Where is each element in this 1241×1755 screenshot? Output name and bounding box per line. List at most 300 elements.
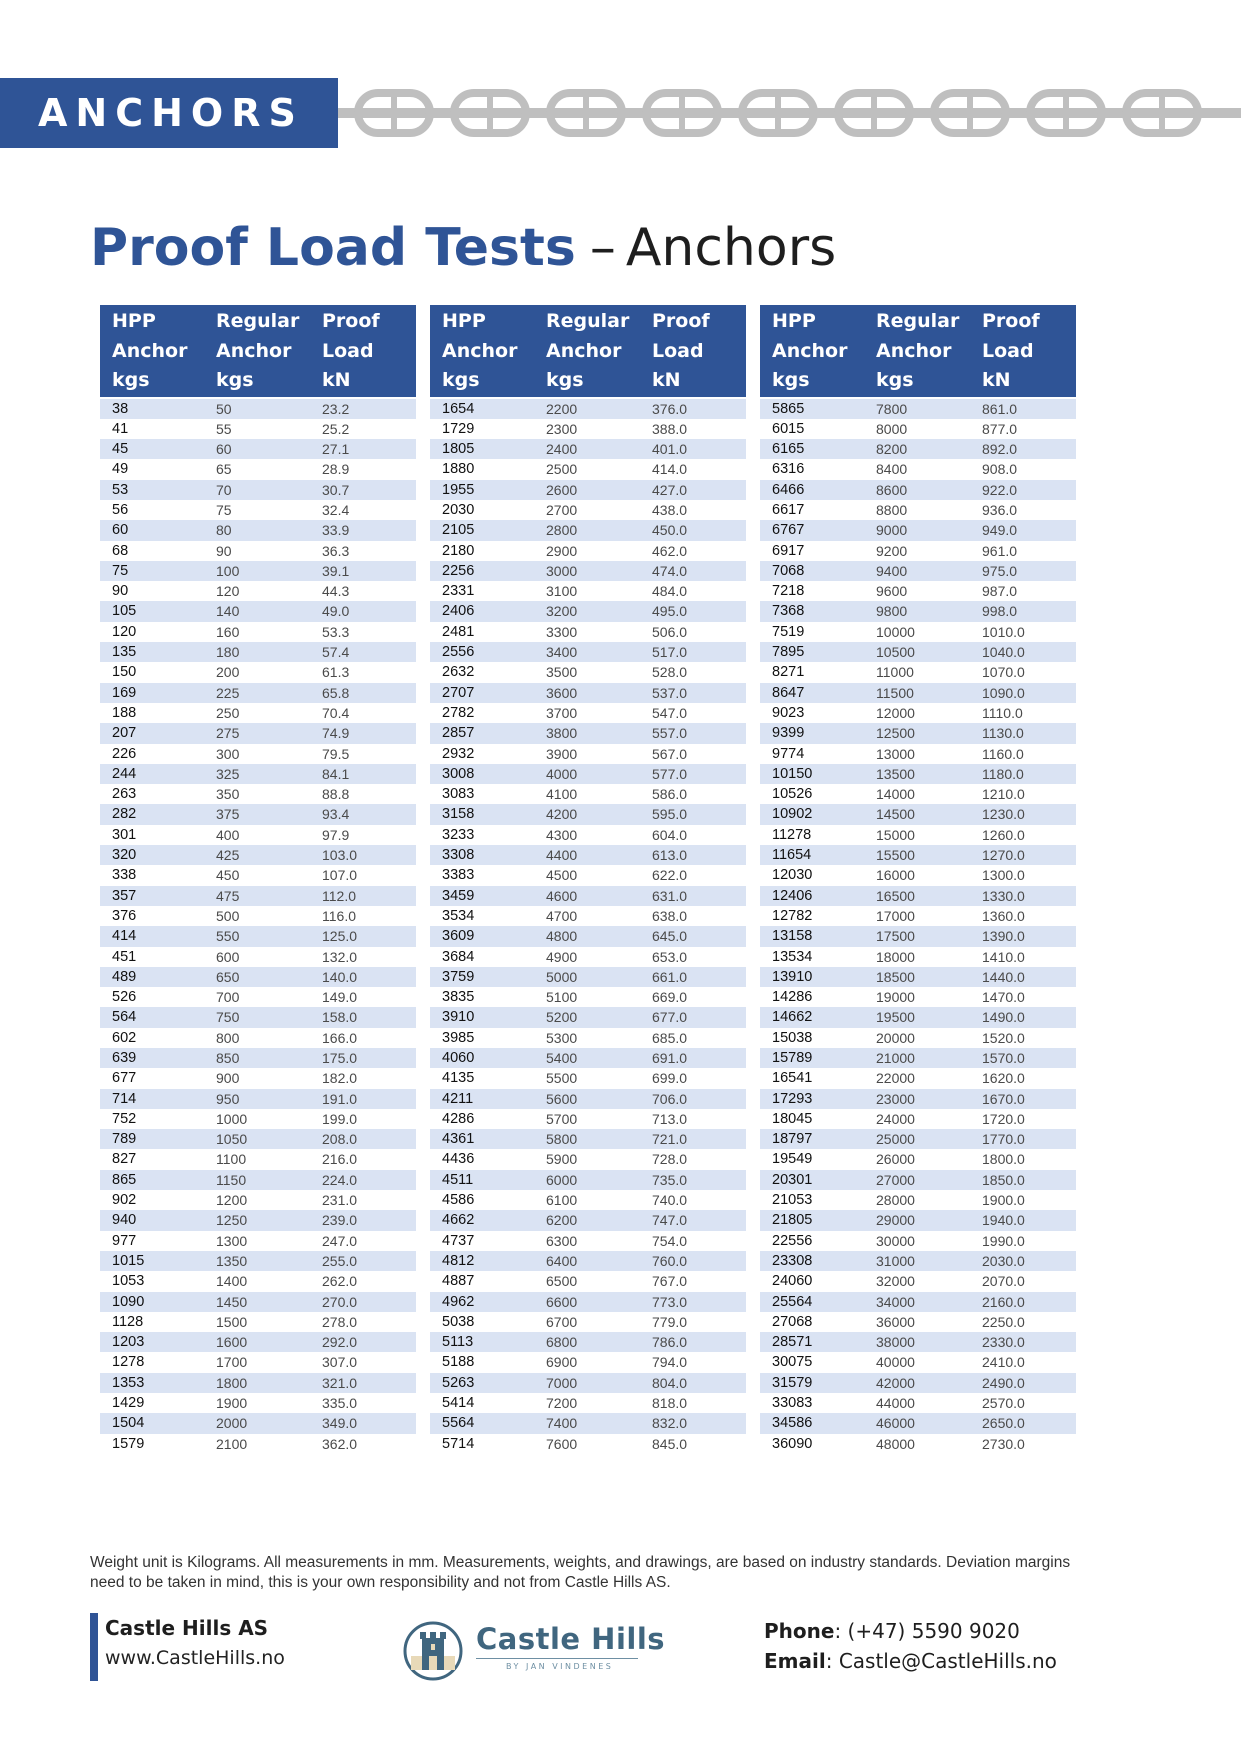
cell-hpp-anchor: 18045 [772,1110,813,1127]
cell-hpp-anchor: 7519 [772,623,805,640]
cell-proof-load: 149.0 [322,989,358,1006]
cell-hpp-anchor: 18797 [760,1129,864,1149]
cell-proof-load: 1520.0 [982,1029,1025,1046]
cell-regular-anchor: 600 [216,948,240,965]
cell-proof-load: 132.0 [322,948,358,965]
page-title-dash: – [589,218,616,278]
table-row [430,1109,746,1129]
cell-proof-load: 239.0 [310,1210,416,1230]
cell-proof-load: 79.5 [322,745,350,762]
cell-proof-load: 255.0 [310,1251,416,1271]
cell-hpp-anchor: 226 [112,745,137,762]
chain-stud-icon [583,97,589,129]
cell-proof-load: 107.0 [322,867,358,884]
table-row [100,1413,416,1433]
cell-regular-anchor: 3200 [534,601,640,621]
cell-proof-load: 93.4 [310,804,416,824]
cell-regular-anchor: 21000 [864,1048,970,1068]
table-row [100,419,416,439]
cell-regular-anchor: 1250 [204,1210,310,1230]
cell-hpp-anchor: 3158 [430,804,534,824]
cell-proof-load: 321.0 [310,1373,416,1393]
cell-regular-anchor: 325 [204,764,310,784]
table-row [100,398,416,419]
cell-regular-anchor: 40000 [876,1354,915,1371]
table-row [100,683,416,703]
cell-hpp-anchor: 12406 [760,886,864,906]
cell-regular-anchor: 700 [216,989,240,1006]
cell-regular-anchor: 17500 [864,926,970,946]
table-row [100,1068,416,1088]
disclaimer [90,1553,1090,1593]
cell-hpp-anchor: 2331 [442,583,475,600]
company-logo [402,1618,666,1684]
cell-regular-anchor: 300 [216,745,240,762]
cell-regular-anchor: 5800 [534,1129,640,1149]
cell-hpp-anchor: 7368 [760,601,864,621]
table-row [430,886,746,906]
cell-proof-load: 247.0 [322,1232,358,1249]
cell-regular-anchor: 2000 [204,1413,310,1433]
cell-regular-anchor: 31000 [864,1251,970,1271]
cell-hpp-anchor: 10150 [760,764,864,784]
cell-hpp-anchor: 5038 [442,1313,475,1330]
cell-hpp-anchor: 24060 [772,1273,813,1290]
cell-hpp-anchor: 244 [100,764,204,784]
cell-hpp-anchor: 827 [112,1151,137,1168]
column-header-line: Proof [652,310,710,332]
table-header-row [430,305,746,398]
cell-proof-load: 1940.0 [970,1210,1076,1230]
cell-regular-anchor: 15000 [876,826,915,843]
cell-regular-anchor: 850 [204,1048,310,1068]
cell-regular-anchor: 46000 [864,1413,970,1433]
table-row [100,1434,416,1454]
cell-regular-anchor: 2500 [546,461,578,478]
cell-hpp-anchor: 7218 [772,583,805,600]
cell-hpp-anchor: 3985 [442,1029,475,1046]
table-row [100,764,416,784]
table-row [430,1210,746,1230]
cell-regular-anchor: 44000 [876,1395,915,1412]
cell-proof-load: 103.0 [310,845,416,865]
cell-proof-load: 49.0 [310,601,416,621]
cell-regular-anchor: 14500 [864,804,970,824]
cell-regular-anchor: 375 [204,804,310,824]
cell-regular-anchor: 10500 [864,642,970,662]
table-row [100,1109,416,1129]
cell-regular-anchor: 6800 [534,1332,640,1352]
cell-proof-load: 175.0 [310,1048,416,1068]
cell-regular-anchor: 23000 [864,1089,970,1109]
cell-regular-anchor: 2400 [534,439,640,459]
table-row [100,703,416,723]
column-header-regular-anchor [534,305,640,398]
cell-regular-anchor: 5300 [546,1029,578,1046]
table-row [100,1129,416,1149]
cell-regular-anchor: 7400 [534,1413,640,1433]
table-row [430,601,746,621]
cell-proof-load: 2410.0 [982,1354,1025,1371]
cell-hpp-anchor: 4286 [442,1110,475,1127]
cell-regular-anchor: 50 [204,398,310,419]
table-row [430,459,746,479]
banner-label: ANCHORS [38,91,304,135]
cell-hpp-anchor: 4211 [430,1089,534,1109]
disclaimer-line-2: need to be taken in mind, this is your own responsibility and not from Castle Hills AS. [90,1574,671,1591]
cell-proof-load: 216.0 [322,1151,358,1168]
cell-hpp-anchor: 1203 [100,1332,204,1352]
cell-proof-load: 595.0 [640,804,746,824]
table-row [760,1028,1076,1048]
column-header-line: Anchor [876,339,952,362]
cell-regular-anchor: 180 [204,642,310,662]
cell-proof-load: 669.0 [652,989,688,1006]
cell-hpp-anchor: 9023 [772,704,805,721]
phone-row [764,1616,1057,1646]
chain-stud-icon [967,97,973,129]
table-row [760,1373,1076,1393]
cell-hpp-anchor: 7068 [760,561,864,581]
cell-hpp-anchor: 320 [100,845,204,865]
cell-regular-anchor: 1700 [216,1354,248,1371]
cell-proof-load: 1070.0 [982,664,1025,681]
cell-regular-anchor: 38000 [864,1332,970,1352]
cell-proof-load: 754.0 [652,1232,688,1249]
cell-proof-load: 2030.0 [970,1251,1076,1271]
table-row [100,1028,416,1048]
cell-proof-load: 199.0 [322,1110,358,1127]
cell-regular-anchor: 6500 [546,1273,578,1290]
cell-proof-load: 699.0 [652,1070,688,1087]
table-row [760,581,1076,601]
table-row [100,967,416,987]
cell-hpp-anchor: 1880 [442,461,475,478]
cell-proof-load: 818.0 [652,1395,688,1412]
cell-regular-anchor: 1400 [216,1273,248,1290]
cell-hpp-anchor: 2256 [430,561,534,581]
cell-hpp-anchor: 22556 [772,1232,813,1249]
cell-regular-anchor: 90 [216,542,232,559]
email-row [764,1646,1057,1676]
cell-hpp-anchor: 2556 [430,642,534,662]
table-row [760,1089,1076,1109]
table-row [760,1149,1076,1169]
table-row [760,1292,1076,1312]
cell-proof-load: 653.0 [652,948,688,965]
column-header-line: Anchor [546,339,622,362]
cell-regular-anchor: 13000 [876,745,915,762]
table-row [430,845,746,865]
cell-regular-anchor: 900 [216,1070,240,1087]
cell-proof-load: 23.2 [310,398,416,419]
cell-hpp-anchor: 3083 [442,786,475,803]
cell-regular-anchor: 70 [204,480,310,500]
cell-regular-anchor: 750 [204,1007,310,1027]
table-row [430,1028,746,1048]
cell-regular-anchor: 5700 [546,1110,578,1127]
cell-regular-anchor: 4200 [534,804,640,824]
cell-regular-anchor: 500 [216,907,240,924]
cell-regular-anchor: 5400 [534,1048,640,1068]
table-row [100,1271,416,1291]
cell-hpp-anchor: 602 [112,1029,137,1046]
table-row [100,906,416,926]
cell-hpp-anchor: 13158 [760,926,864,946]
cell-hpp-anchor: 41 [112,420,129,437]
cell-hpp-anchor: 6617 [772,501,805,518]
cell-regular-anchor: 1100 [216,1151,247,1168]
cell-regular-anchor: 9800 [864,601,970,621]
cell-hpp-anchor: 5188 [442,1354,475,1371]
cell-hpp-anchor: 4887 [442,1273,475,1290]
cell-proof-load: 28.9 [322,461,350,478]
cell-hpp-anchor: 3609 [430,926,534,946]
table-row [430,1170,746,1190]
column-header-line: kgs [442,369,480,391]
table-row [100,1007,416,1027]
email-label: Email [764,1649,826,1673]
column-header-line: Regular [876,310,960,332]
cell-hpp-anchor: 34586 [760,1413,864,1433]
cell-regular-anchor: 4900 [546,948,578,965]
cell-hpp-anchor: 714 [100,1089,204,1109]
column-header-line: HPP [772,310,816,332]
cell-regular-anchor: 225 [204,683,310,703]
cell-hpp-anchor: 4135 [442,1070,475,1087]
cell-proof-load: 270.0 [310,1292,416,1312]
cell-hpp-anchor: 789 [100,1129,204,1149]
cell-regular-anchor: 1800 [204,1373,310,1393]
cell-proof-load: 97.9 [322,826,350,843]
cell-hpp-anchor: 4060 [430,1048,534,1068]
cell-regular-anchor: 5900 [546,1151,578,1168]
table-row [760,703,1076,723]
cell-proof-load: 537.0 [640,683,746,703]
table-row [760,764,1076,784]
cell-proof-load: 231.0 [322,1192,358,1209]
cell-proof-load: 1850.0 [970,1170,1076,1190]
cell-regular-anchor: 1900 [216,1395,248,1412]
cell-proof-load: 691.0 [640,1048,746,1068]
cell-hpp-anchor: 526 [112,989,137,1006]
cell-regular-anchor: 12000 [876,704,915,721]
cell-hpp-anchor: 3534 [442,907,475,924]
table-row [430,398,746,419]
cell-hpp-anchor: 60 [100,520,204,540]
cell-hpp-anchor: 17293 [760,1089,864,1109]
cell-regular-anchor: 18000 [876,948,915,965]
table-row [760,541,1076,561]
cell-proof-load: 32.4 [322,501,350,518]
cell-regular-anchor: 3800 [534,723,640,743]
table-row [100,744,416,764]
phone-value[interactable]: : (+47) 5590 9020 [834,1619,1020,1643]
cell-hpp-anchor: 9399 [760,723,864,743]
cell-proof-load: 2160.0 [970,1292,1076,1312]
chain-stud-icon [391,97,397,129]
table-row [100,947,416,967]
cell-regular-anchor: 9200 [876,542,908,559]
cell-proof-load: 191.0 [310,1089,416,1109]
table-row [100,1373,416,1393]
cell-proof-load: 88.8 [322,786,350,803]
table-row [760,1231,1076,1251]
table-row [430,1068,746,1088]
chain-stud-icon [1159,97,1165,129]
cell-hpp-anchor: 8647 [760,683,864,703]
cell-proof-load: 1260.0 [982,826,1025,843]
cell-hpp-anchor: 5113 [430,1332,534,1352]
cell-regular-anchor: 3300 [546,623,578,640]
cell-proof-load: 1440.0 [970,967,1076,987]
table-row [760,967,1076,987]
logo-wordmark: Castle Hills [476,1622,666,1656]
cell-regular-anchor: 10000 [876,623,915,640]
table-row [760,459,1076,479]
cell-proof-load: 713.0 [652,1110,688,1127]
cell-proof-load: 495.0 [640,601,746,621]
cell-proof-load: 335.0 [322,1395,358,1412]
cell-proof-load: 2730.0 [982,1435,1025,1452]
cell-proof-load: 721.0 [640,1129,746,1149]
table-row [760,1312,1076,1332]
table-row [760,1210,1076,1230]
table-row [760,825,1076,845]
cell-hpp-anchor: 3684 [442,948,475,965]
cell-hpp-anchor: 21805 [760,1210,864,1230]
table-row [100,480,416,500]
table-row [430,865,746,885]
cell-regular-anchor: 4500 [546,867,578,884]
cell-regular-anchor: 3100 [546,583,578,600]
cell-regular-anchor: 29000 [864,1210,970,1230]
table-row [100,1312,416,1332]
cell-hpp-anchor: 150 [112,664,137,681]
cell-hpp-anchor: 301 [112,826,137,843]
cell-regular-anchor: 16000 [876,867,915,884]
table-row [430,764,746,784]
table-row [760,865,1076,885]
cell-regular-anchor: 6100 [546,1192,578,1209]
cell-regular-anchor: 26000 [876,1151,915,1168]
table-row [760,622,1076,642]
table-row [760,1170,1076,1190]
table-row [760,987,1076,1007]
cell-regular-anchor: 2300 [546,420,578,437]
cell-proof-load: 557.0 [640,723,746,743]
table-row [760,683,1076,703]
cell-regular-anchor: 6900 [546,1354,578,1371]
cell-proof-load: 2330.0 [970,1332,1076,1352]
cell-hpp-anchor: 2857 [430,723,534,743]
table-row [760,1048,1076,1068]
cell-proof-load: 307.0 [322,1354,358,1371]
cell-hpp-anchor: 5414 [442,1395,475,1412]
cell-regular-anchor: 2800 [534,520,640,540]
cell-hpp-anchor: 49 [112,461,129,478]
email-value[interactable]: : Castle@CastleHills.no [825,1649,1057,1673]
table-row [100,1149,416,1169]
cell-proof-load: 949.0 [970,520,1076,540]
table-row [760,1393,1076,1413]
cell-hpp-anchor: 12030 [772,867,813,884]
cell-hpp-anchor: 188 [112,704,137,721]
table-row [760,1413,1076,1433]
cell-proof-load: 25.2 [322,420,350,437]
table-row [430,480,746,500]
cell-regular-anchor: 13500 [864,764,970,784]
table-row [430,906,746,926]
column-header-hpp-anchor [760,305,864,398]
table-row [100,1190,416,1210]
table-row [760,561,1076,581]
column-header-line: kgs [876,369,914,391]
table-row [100,500,416,520]
cell-proof-load: 1090.0 [970,683,1076,703]
cell-regular-anchor: 3900 [546,745,578,762]
cell-regular-anchor: 4300 [546,826,578,843]
cell-proof-load: 125.0 [310,926,416,946]
cell-proof-load: 27.1 [310,439,416,459]
column-header-line: kgs [112,369,150,391]
cell-proof-load: 794.0 [652,1354,688,1371]
table-row [430,1393,746,1413]
cell-hpp-anchor: 105 [100,601,204,621]
cell-proof-load: 613.0 [640,845,746,865]
cell-proof-load: 804.0 [640,1373,746,1393]
table-row [760,520,1076,540]
table-row [760,1434,1076,1454]
cell-proof-load: 1990.0 [982,1232,1025,1249]
company-name: Castle Hills AS [105,1616,269,1640]
cell-hpp-anchor: 207 [100,723,204,743]
table-row [100,520,416,540]
cell-proof-load: 33.9 [310,520,416,540]
cell-regular-anchor: 2700 [546,501,578,518]
cell-proof-load: 567.0 [652,745,688,762]
table-row [760,947,1076,967]
table-row [430,1413,746,1433]
cell-hpp-anchor: 6466 [760,480,864,500]
column-header-line: HPP [442,310,486,332]
column-header-line: kN [652,369,681,391]
table-row [430,1231,746,1251]
cell-hpp-anchor: 33083 [772,1395,813,1412]
cell-hpp-anchor: 4662 [430,1210,534,1230]
cell-regular-anchor: 5600 [534,1089,640,1109]
cell-proof-load: 1110.0 [982,704,1023,721]
table-row [760,1352,1076,1372]
cell-hpp-anchor: 2180 [442,542,475,559]
column-header-regular-anchor [864,305,970,398]
company-website-link[interactable]: www.CastleHills.no [105,1647,285,1669]
cell-hpp-anchor: 4361 [430,1129,534,1149]
table-row [760,500,1076,520]
cell-proof-load: 1360.0 [982,907,1025,924]
cell-hpp-anchor: 977 [112,1232,137,1249]
cell-proof-load: 622.0 [652,867,688,884]
table-row [100,439,416,459]
cell-hpp-anchor: 21053 [772,1192,813,1209]
disclaimer-line-1: Weight unit is Kilograms. All measurements in mm. Measurements, weights, and drawings, are based on industry standards. Deviation margins [90,1554,1071,1571]
column-header-line: Proof [322,310,380,332]
cell-regular-anchor: 9000 [864,520,970,540]
cell-proof-load: 1720.0 [982,1110,1025,1127]
cell-proof-load: 735.0 [640,1170,746,1190]
cell-hpp-anchor: 2632 [442,664,475,681]
cell-regular-anchor: 4000 [534,764,640,784]
